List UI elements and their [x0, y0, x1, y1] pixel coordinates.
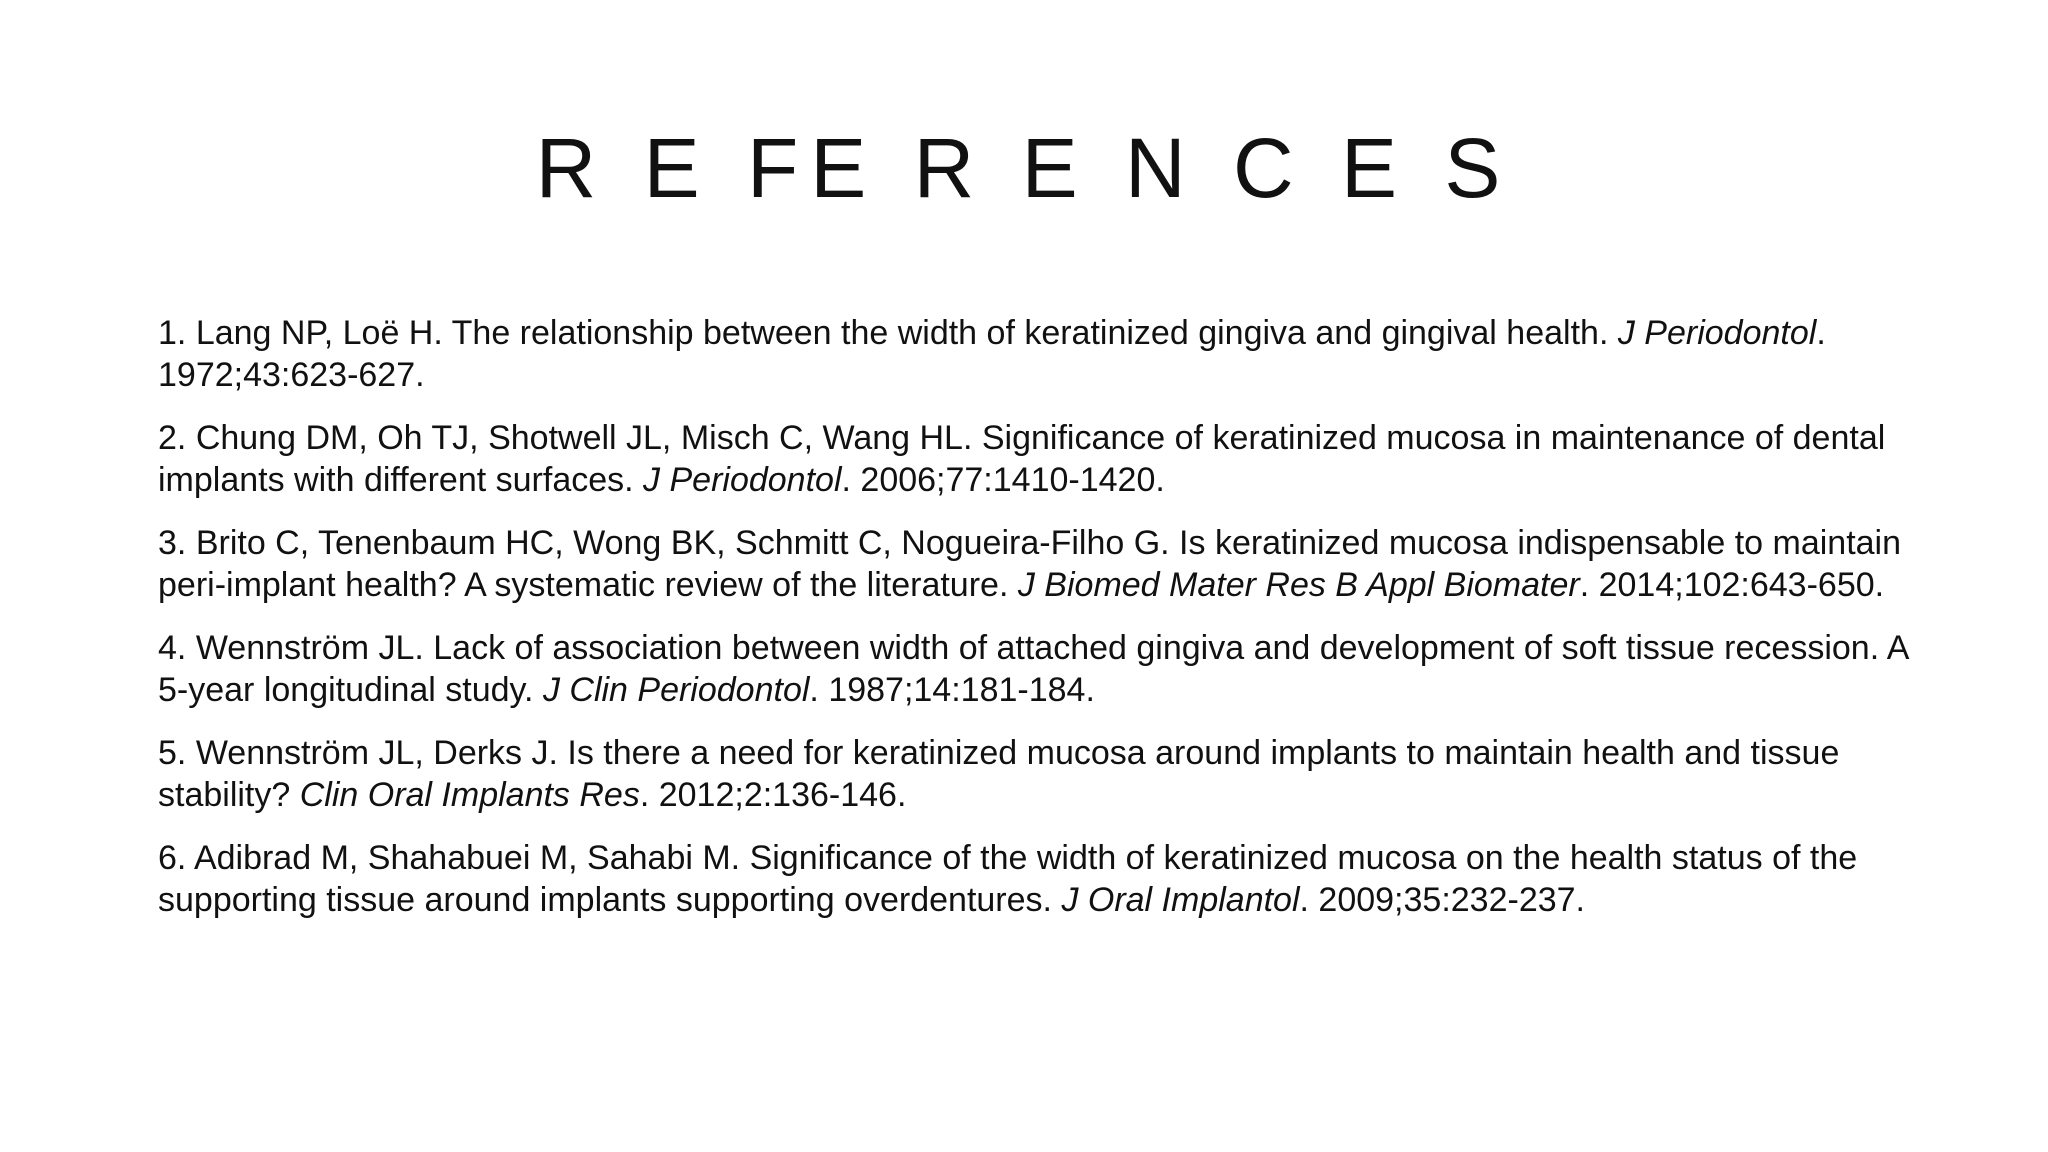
reference-text: Wennström JL. Lack of association between width of attached gingiva and development of soft tissue recession. A 5-year longitudinal study. — [158, 629, 1908, 709]
reference-number: 3. — [158, 524, 187, 562]
reference-citation: . 2006;77:1410-1420. — [841, 461, 1165, 499]
reference-journal: J Biomed Mater Res B Appl Biomater — [1017, 566, 1580, 604]
reference-text: Wennström JL, Derks J. Is there a need for keratinized mucosa around implants to maintain health and tissue stability? — [158, 734, 1840, 814]
reference-item — [158, 522, 1918, 606]
reference-citation: . 2014;102:643-650. — [1579, 566, 1885, 604]
reference-number: 6. — [158, 839, 187, 877]
reference-text: Brito C, Tenenbaum HC, Wong BK, Schmitt C, Nogueira-Filho G. Is keratinized mucosa indispensable to maintain peri-implant health? A systematic review of the literature. — [158, 524, 1902, 604]
reference-list — [158, 312, 1918, 942]
reference-item — [158, 417, 1918, 501]
reference-journal: J Periodontol — [643, 461, 842, 499]
reference-journal: Clin Oral Implants Res — [299, 776, 640, 814]
reference-journal: J Oral Implantol — [1061, 881, 1300, 919]
reference-citation: . 2012;2:136-146. — [639, 776, 907, 814]
reference-item — [158, 312, 1918, 396]
reference-item — [158, 627, 1918, 711]
reference-number: 2. — [158, 419, 187, 457]
reference-citation: . 1972;43:623-627. — [158, 314, 1826, 394]
reference-journal: J Periodontol — [1617, 314, 1817, 352]
reference-number: 4. — [158, 629, 187, 667]
reference-citation: . 1987;14:181-184. — [809, 671, 1095, 709]
reference-text: Adibrad M, Shahabuei M, Sahabi M. Significance of the width of keratinized mucosa on the health status of the supporting tissue around implants supporting overdentures. — [158, 839, 1858, 919]
reference-number: 5. — [158, 734, 187, 772]
reference-citation: . 2009;35:232-237. — [1299, 881, 1585, 919]
reference-text: Lang NP, Loë H. The relationship between the width of keratinized gingiva and gingival health. — [195, 314, 1609, 352]
reference-journal: J Clin Periodontol — [542, 671, 810, 709]
reference-item — [158, 732, 1918, 816]
reference-number: 1. — [158, 314, 187, 352]
slide-title: R E FE R E N C E S — [535, 121, 1513, 215]
reference-text: Chung DM, Oh TJ, Shotwell JL, Misch C, Wang HL. Significance of keratinized mucosa in maintenance of dental implants with different surfaces. — [158, 419, 1886, 499]
reference-item — [158, 837, 1918, 921]
